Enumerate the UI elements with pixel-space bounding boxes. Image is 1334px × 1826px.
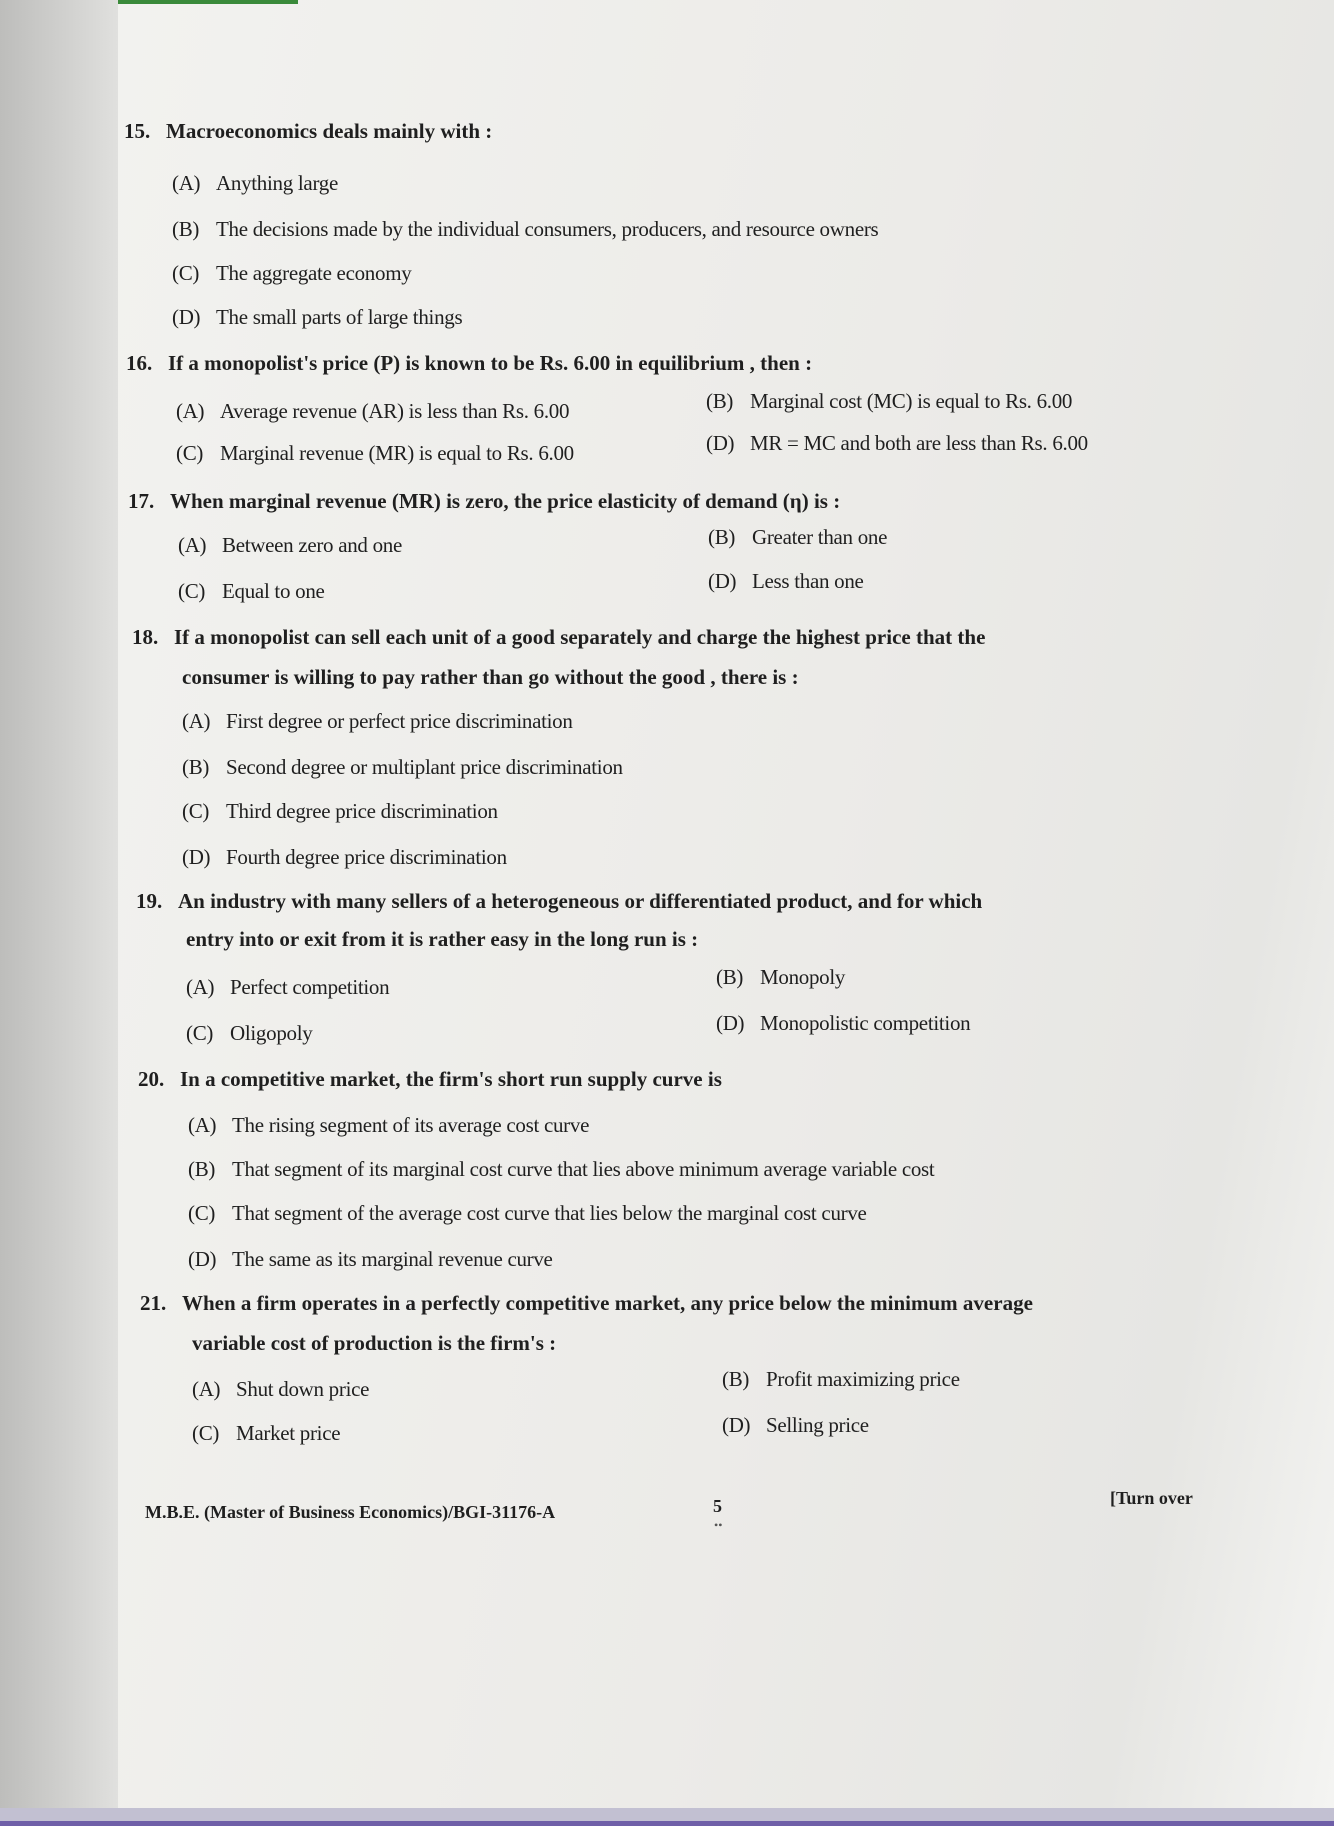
question-stem [128,488,840,514]
option-c: (C) Third degree price discrimination [182,799,498,823]
question-text: In a competitive market, the firm's short run supply curve is [180,1067,722,1091]
option-a: (A) The rising segment of its average cost curve [188,1113,590,1137]
question-number: 19. [136,889,163,913]
option-c: (C) Oligopoly [186,1021,313,1045]
scan-margin [0,0,118,1808]
question-text: When a firm operates in a perfectly competitive market, any price below the minimum average [182,1291,1033,1315]
option-b: (B) Profit maximizing price [722,1367,960,1391]
question-number: 15. [124,119,151,143]
option-b: (B) Monopoly [716,965,846,989]
option-d: (D) Fourth degree price discrimination [182,845,507,869]
option-c: (C) The aggregate economy [172,261,412,285]
question-stem [136,888,982,914]
question-text-continued: variable cost of production is the firm's : [192,1331,557,1355]
question-number: 20. [138,1067,165,1091]
page-number-mark: •• [714,1518,723,1532]
turn-over-note: [Turn over [1110,1488,1193,1508]
scan-edge-mark [118,0,298,4]
option-c: (C) That segment of the average cost curve that lies below the marginal cost curve [188,1201,867,1225]
scan-bottom-edge [0,1808,1334,1826]
option-c: (C) Equal to one [178,579,325,603]
question-stem [138,1066,722,1092]
option-d: (D) Less than one [708,569,864,593]
option-a: (A) Average revenue (AR) is less than Rs. 6.00 [176,399,570,423]
question-number: 18. [132,625,159,649]
question-text: Macroeconomics deals mainly with : [166,119,493,143]
footer-course-code: M.B.E. (Master of Business Economics)/BGI-31176-A [145,1502,556,1522]
option-d: (D) The small parts of large things [172,305,463,329]
option-b: (B) The decisions made by the individual consumers, producers, and resource owners [172,217,879,241]
question-stem [140,1290,1033,1316]
option-a: (A) Perfect competition [186,975,390,999]
option-a: (A) First degree or perfect price discrimination [182,709,573,733]
option-d: (D) Selling price [722,1413,869,1437]
question-number: 16. [126,351,153,375]
option-d: (D) MR = MC and both are less than Rs. 6.00 [706,431,1088,455]
option-a: (A) Shut down price [192,1377,370,1401]
question-text: If a monopolist can sell each unit of a good separately and charge the highest price that the [174,625,986,649]
question-number: 21. [140,1291,167,1315]
question-stem [124,118,492,144]
question-text-continued: entry into or exit from it is rather easy in the long run is : [186,927,699,951]
option-a: (A) Between zero and one [178,533,402,557]
question-text: If a monopolist's price (P) is known to be Rs. 6.00 in equilibrium , then : [168,351,813,375]
option-a: (A) Anything large [172,171,338,195]
option-c: (C) Market price [192,1421,341,1445]
option-d: (D) The same as its marginal revenue curve [188,1247,553,1271]
question-stem [132,624,985,650]
option-b: (B) Greater than one [708,525,888,549]
option-c: (C) Marginal revenue (MR) is equal to Rs. 6.00 [176,441,574,465]
option-b: (B) Second degree or multiplant price discrimination [182,755,623,779]
question-stem [126,350,812,376]
option-b: (B) That segment of its marginal cost curve that lies above minimum average variable cost [188,1157,935,1181]
option-d: (D) Monopolistic competition [716,1011,971,1035]
question-number: 17. [128,489,155,513]
option-b: (B) Marginal cost (MC) is equal to Rs. 6.00 [706,389,1073,413]
page-number: 5 [713,1496,722,1516]
question-text-continued: consumer is willing to pay rather than go without the good , there is : [182,665,799,689]
question-text: An industry with many sellers of a heterogeneous or differentiated product, and for which [178,889,983,913]
question-text: When marginal revenue (MR) is zero, the price elasticity of demand (η) is : [170,489,841,513]
